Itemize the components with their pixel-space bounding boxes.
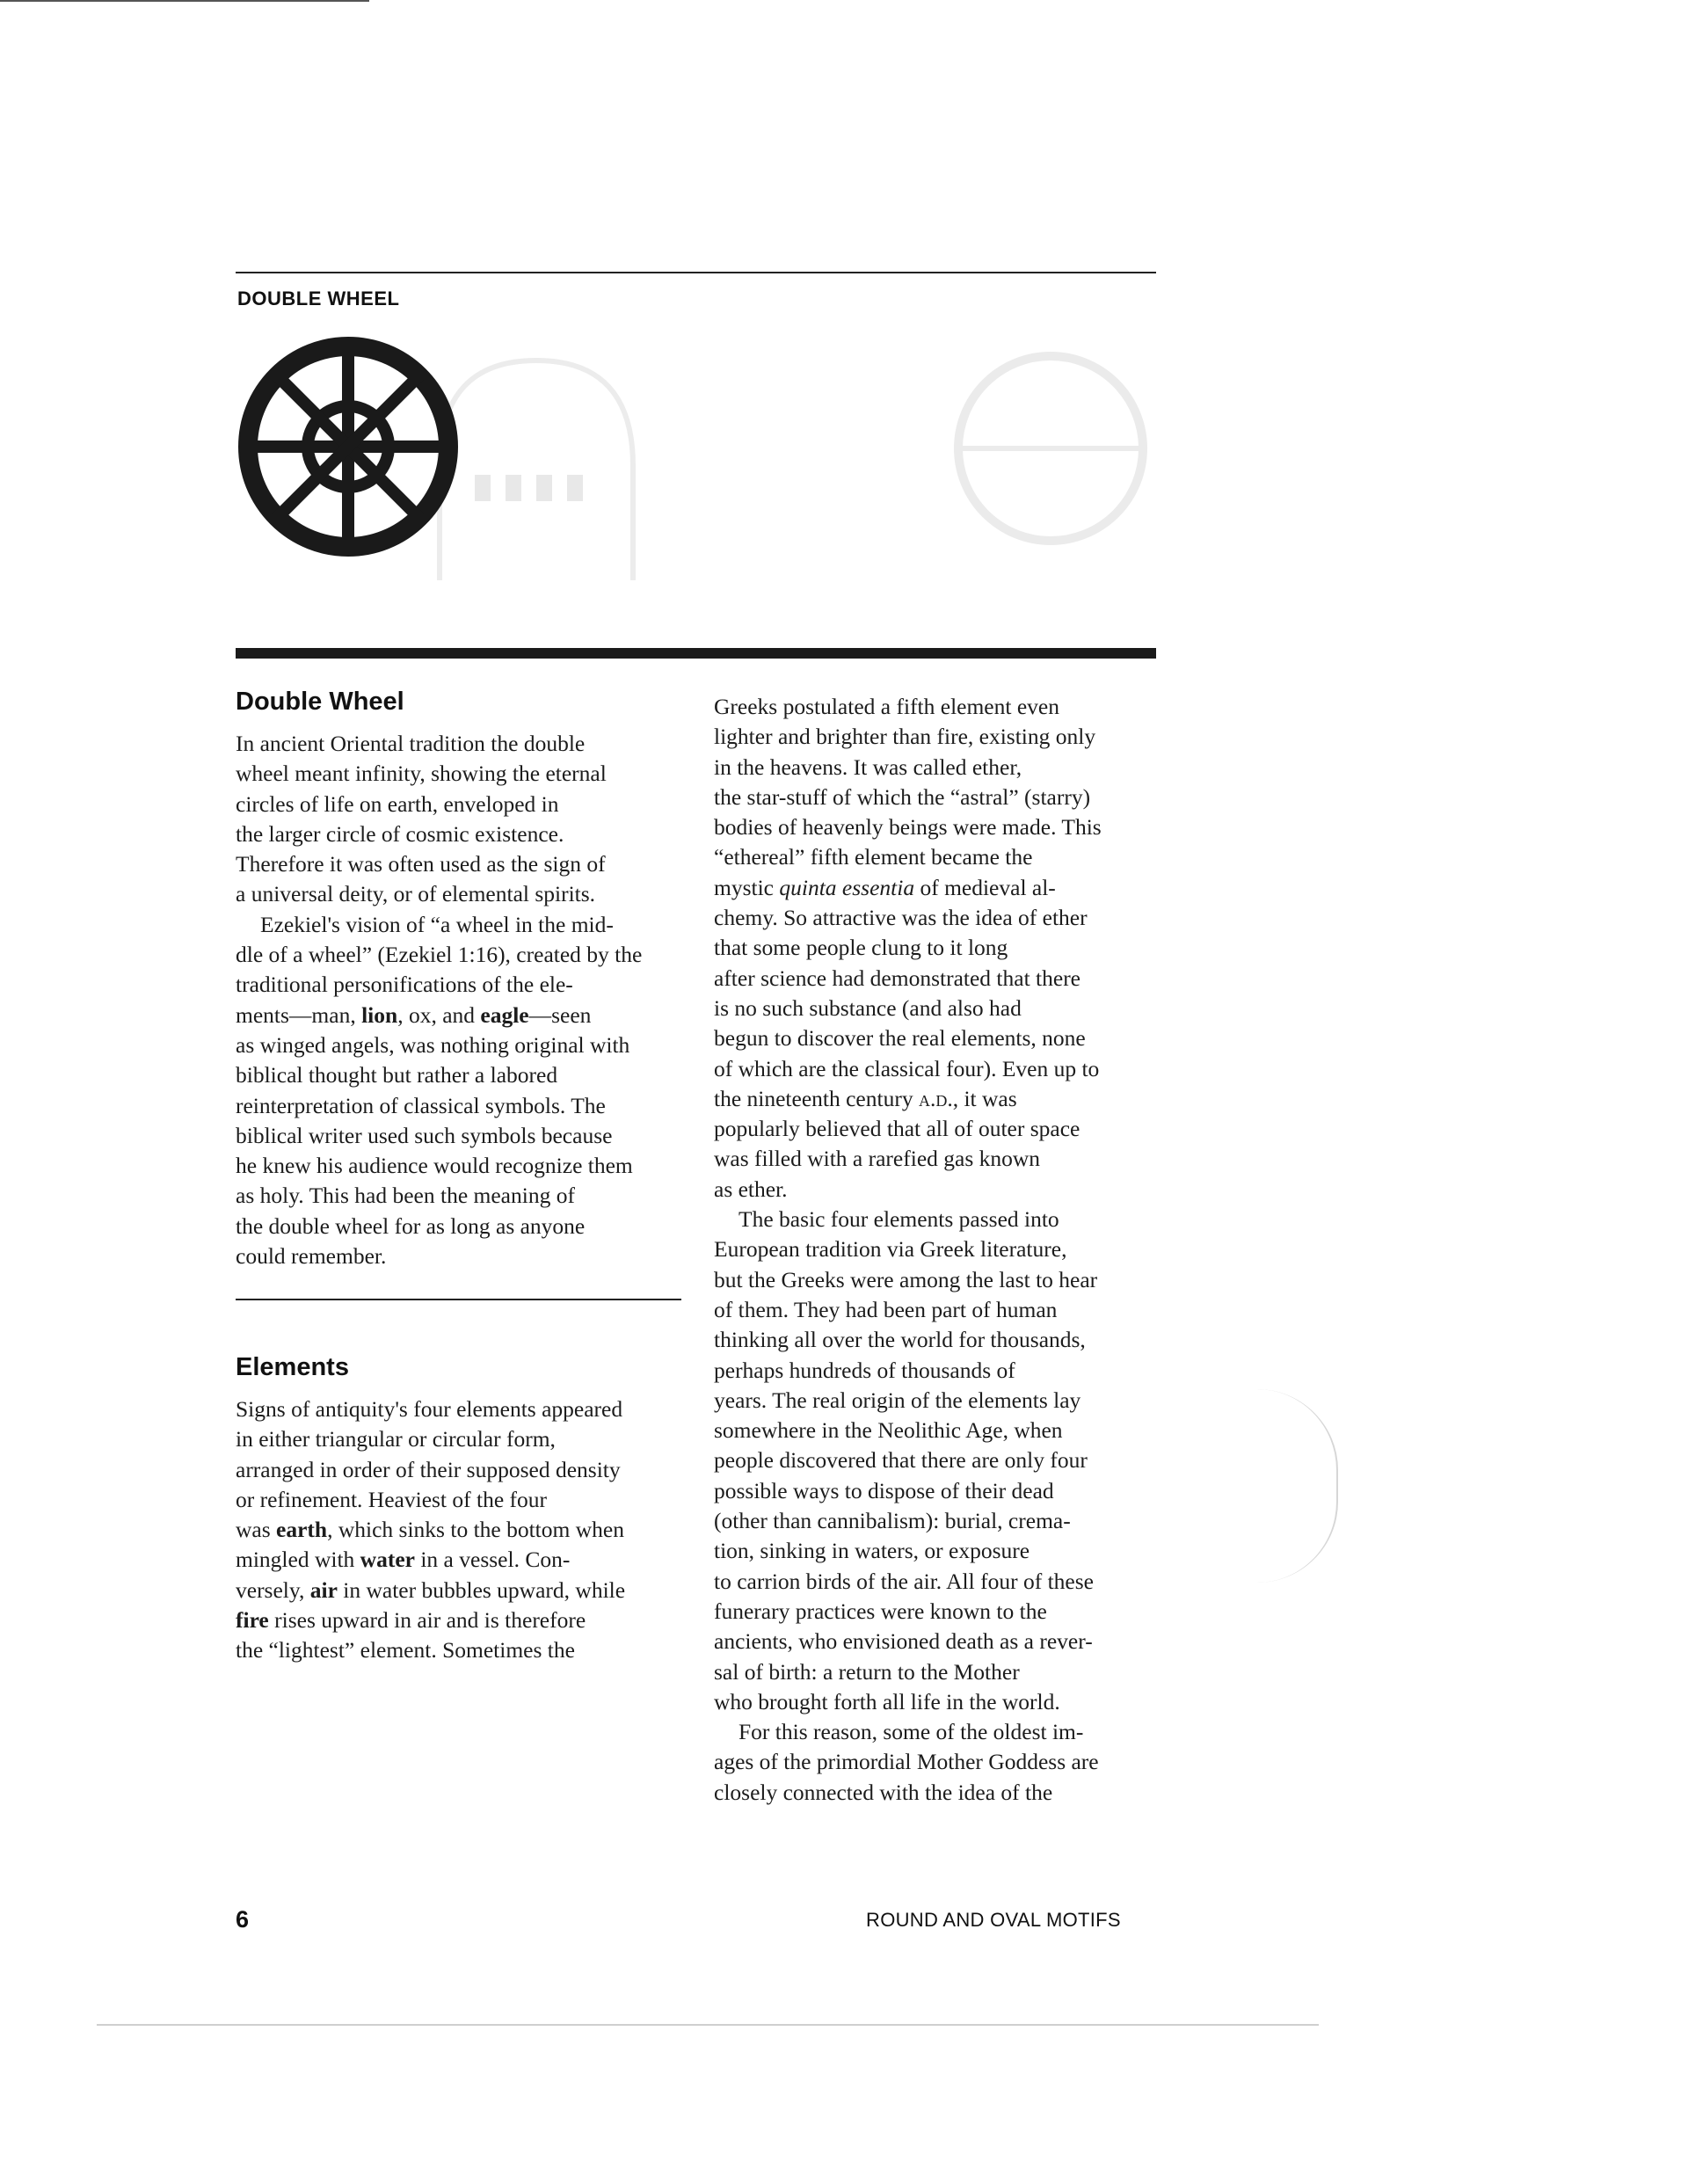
text-line: is no such substance (and also had xyxy=(714,994,1022,1021)
text-line: reinterpretation of classical symbols. The xyxy=(236,1092,606,1118)
text-line: ages of the primordial Mother Goddess are xyxy=(714,1749,1099,1775)
text-run: —seen xyxy=(528,1001,592,1028)
text-line: as winged angels, was nothing original with xyxy=(236,1031,630,1058)
term-lion: lion xyxy=(361,1001,398,1028)
text-line: The basic four elements passed into xyxy=(738,1206,1059,1233)
text-run: , ox, and xyxy=(397,1001,481,1028)
text-line: or refinement. Heaviest of the four xyxy=(236,1486,548,1512)
text-line: begun to discover the real elements, none xyxy=(714,1025,1086,1052)
text-line: biblical writer used such symbols because xyxy=(236,1122,613,1148)
section-divider xyxy=(236,648,1156,659)
text-line xyxy=(236,1545,625,1575)
scan-edge-right xyxy=(1257,1389,1338,1583)
page-number: 6 xyxy=(236,1906,250,1933)
text-line: For this reason, some of the oldest im- xyxy=(738,1719,1084,1745)
running-footer: ROUND AND OVAL MOTIFS xyxy=(866,1909,1121,1931)
double-wheel-text xyxy=(236,729,642,1271)
text-run: rises upward in air and is therefore xyxy=(268,1607,586,1634)
term-eagle: eagle xyxy=(480,1001,529,1028)
heading-elements: Elements xyxy=(236,1353,349,1381)
text-line: to carrion birds of the air. All four of these xyxy=(714,1568,1094,1594)
text-line: people discovered that there are only four xyxy=(714,1447,1088,1474)
term-fire: fire xyxy=(236,1607,269,1634)
text-line: thinking all over the world for thousands, xyxy=(714,1327,1086,1353)
text-line: as ether. xyxy=(714,1176,788,1202)
text-line xyxy=(714,1084,1102,1114)
text-line: could remember. xyxy=(236,1243,387,1270)
text-line: Signs of antiquity's four elements appeared xyxy=(236,1396,623,1422)
text-line: of them. They had been part of human xyxy=(714,1296,1058,1322)
text-line: dle of a wheel” (Ezekiel 1:16), created by the xyxy=(236,942,643,968)
scan-edge-top xyxy=(0,0,369,2)
text-line: in the heavens. It was called ether, xyxy=(714,753,1022,780)
text-line: popularly believed that all of outer space xyxy=(714,1116,1080,1142)
text-line: years. The real origin of the elements lay xyxy=(714,1387,1081,1413)
text-line: circles of life on earth, enveloped in xyxy=(236,790,559,817)
text-run: in a vessel. Con- xyxy=(414,1547,571,1573)
text-line: ancients, who envisioned death as a rever- xyxy=(714,1628,1093,1655)
text-line: traditional personifications of the ele- xyxy=(236,972,573,998)
text-line: tion, sinking in waters, or exposure xyxy=(714,1538,1030,1564)
text-run: versely, xyxy=(236,1576,310,1603)
text-line: Ezekiel's vision of “a wheel in the mid- xyxy=(260,911,614,937)
text-run: the nineteenth century xyxy=(714,1085,919,1111)
text-line: was filled with a rarefied gas known xyxy=(714,1146,1041,1172)
elements-paragraph xyxy=(236,1394,625,1666)
right-paragraph-1 xyxy=(714,692,1102,1205)
double-wheel-icon xyxy=(236,334,461,559)
scan-edge-bottom xyxy=(97,2024,1319,2026)
top-rule xyxy=(236,272,1156,273)
right-column-text xyxy=(714,692,1102,1808)
text-line: in either triangular or circular form, xyxy=(236,1426,556,1452)
text-line: perhaps hundreds of thousands of xyxy=(714,1357,1015,1383)
text-line: the “lightest” element. Sometimes the xyxy=(236,1637,575,1663)
text-line: of which are the classical four). Even up to xyxy=(714,1055,1100,1081)
text-run: of medieval al- xyxy=(914,874,1056,900)
text-run: , it was xyxy=(952,1085,1017,1111)
right-paragraph-2 xyxy=(714,1205,1102,1717)
text-line: funerary practices were known to the xyxy=(714,1598,1047,1624)
text-run: in water bubbles upward, while xyxy=(337,1576,626,1603)
double-wheel-paragraph-2 xyxy=(236,910,642,1272)
term-air: air xyxy=(309,1576,338,1603)
text-run: , which sinks to the bottom when xyxy=(327,1517,624,1543)
section-caption: DOUBLE WHEEL xyxy=(237,288,400,309)
text-run: was xyxy=(236,1517,277,1543)
text-line: possible ways to dispose of their dead xyxy=(714,1477,1054,1503)
text-line: In ancient Oriental tradition the double xyxy=(236,731,586,756)
text-line: European tradition via Greek literature, xyxy=(714,1236,1067,1263)
text-line: (other than cannibalism): burial, crema- xyxy=(714,1508,1071,1534)
text-line: a universal deity, or of elemental spirits. xyxy=(236,881,596,907)
text-run: mystic xyxy=(714,874,780,900)
text-line: the double wheel for as long as anyone xyxy=(236,1212,586,1239)
text-line: closely connected with the idea of the xyxy=(714,1779,1053,1805)
text-line xyxy=(236,1515,625,1545)
text-line: arranged in order of their supposed density xyxy=(236,1456,621,1482)
text-line: Greeks postulated a fifth element even xyxy=(714,694,1059,719)
text-line: biblical thought but rather a labored xyxy=(236,1062,558,1088)
text-run: mingled with xyxy=(236,1547,360,1573)
text-line xyxy=(236,1001,642,1030)
text-line: as holy. This had been the meaning of xyxy=(236,1183,575,1209)
text-line: somewhere in the Neolithic Age, when xyxy=(714,1417,1063,1444)
text-line: that some people clung to it long xyxy=(714,935,1008,961)
text-line: after science had demonstrated that there xyxy=(714,965,1081,991)
term-quinta-essentia: quinta essentia xyxy=(779,874,915,900)
heading-double-wheel: Double Wheel xyxy=(236,688,404,716)
text-line: chemy. So attractive was the idea of ether xyxy=(714,905,1088,931)
term-earth: earth xyxy=(276,1517,328,1543)
term-water: water xyxy=(360,1547,415,1573)
double-wheel-paragraph-1 xyxy=(236,729,642,910)
text-line: sal of birth: a return to the Mother xyxy=(714,1658,1020,1685)
text-line: wheel meant infinity, showing the eternal xyxy=(236,761,607,787)
text-line: the larger circle of cosmic existence. xyxy=(236,820,564,847)
text-run: ments—man, xyxy=(236,1001,362,1028)
text-line: he knew his audience would recognize them xyxy=(236,1153,633,1179)
elements-text xyxy=(236,1394,625,1666)
text-line: lighter and brighter than fire, existing only xyxy=(714,724,1096,750)
text-line xyxy=(236,1576,625,1605)
text-line: who brought forth all life in the world. xyxy=(714,1688,1060,1714)
text-line: but the Greeks were among the last to hear xyxy=(714,1266,1098,1292)
era-abbreviation: a.d. xyxy=(918,1085,953,1111)
text-line: “ethereal” fifth element became the xyxy=(714,844,1033,870)
text-line: bodies of heavenly beings were made. This xyxy=(714,814,1102,841)
text-line: Therefore it was often used as the sign of xyxy=(236,851,606,877)
right-paragraph-3 xyxy=(714,1717,1102,1808)
text-line xyxy=(236,1605,625,1635)
text-line xyxy=(714,873,1102,903)
bleed-through-circle-icon xyxy=(932,343,1169,554)
text-line: the star-stuff of which the “astral” (starry) xyxy=(714,783,1091,810)
section-separator xyxy=(236,1299,681,1300)
